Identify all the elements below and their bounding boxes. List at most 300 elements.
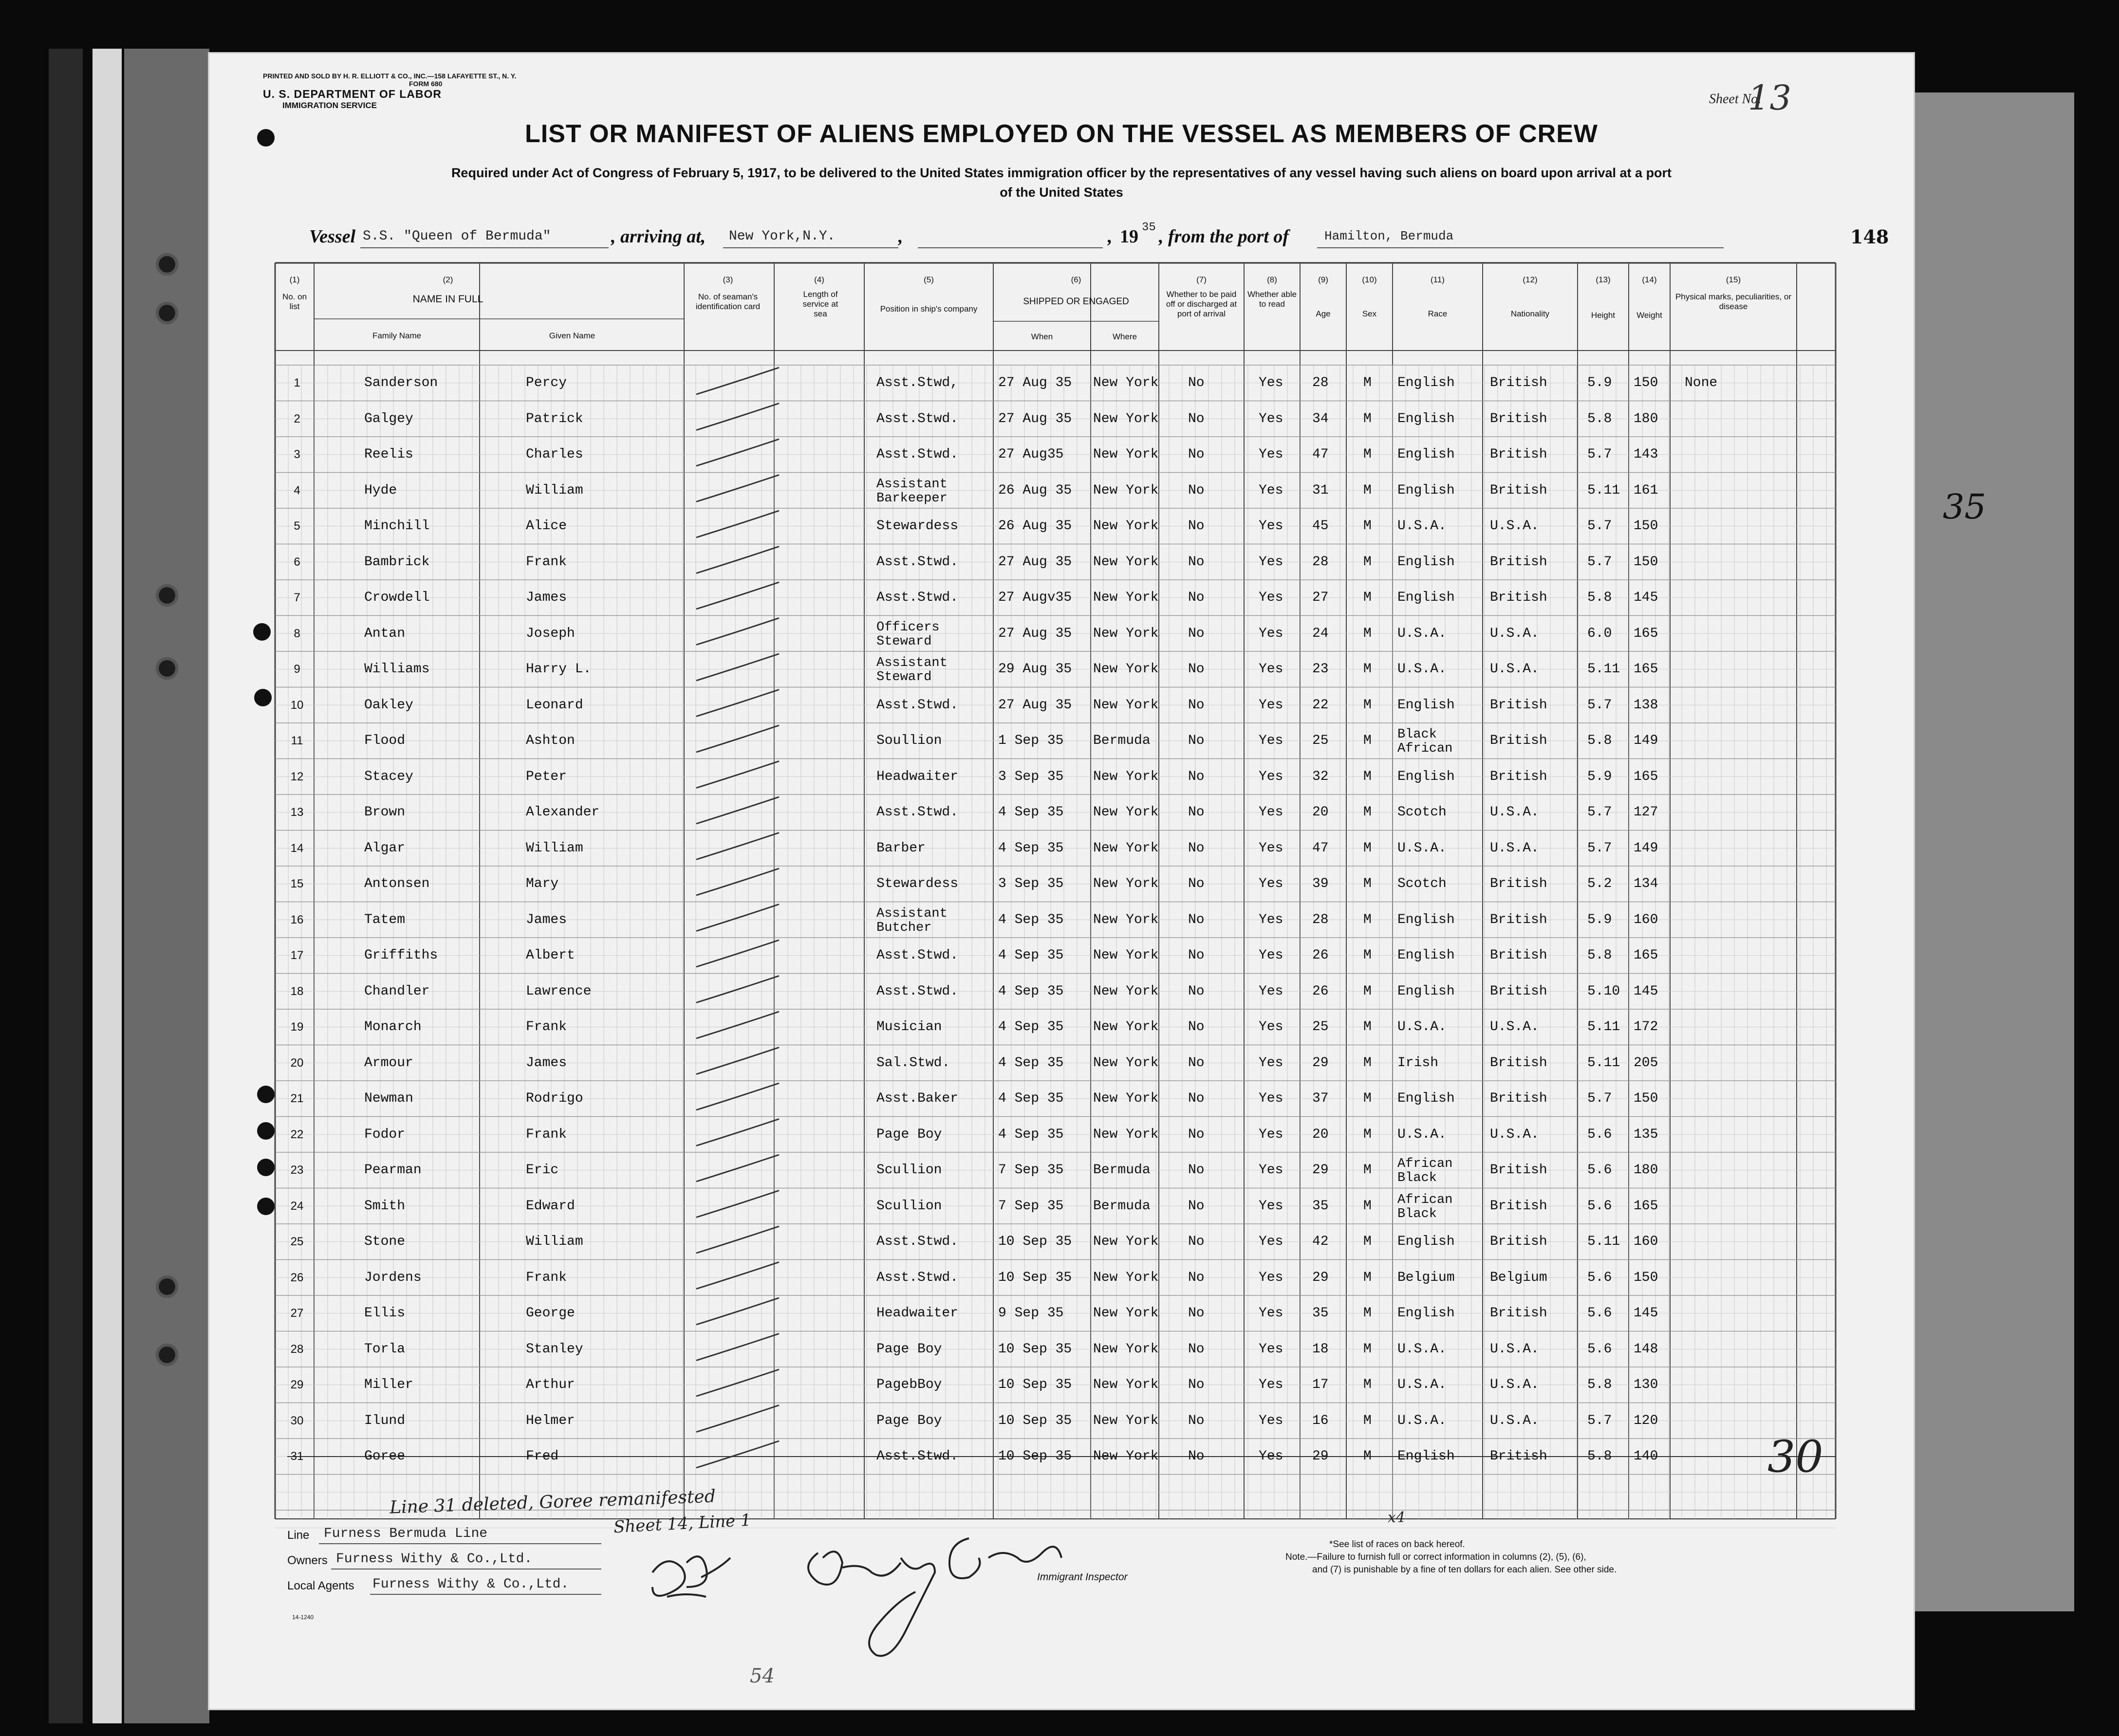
x-note: x4	[1388, 1509, 1406, 1526]
arriving-comma: ,	[898, 226, 903, 247]
sex: M	[1363, 662, 1372, 677]
race: English	[1397, 983, 1455, 999]
row-number: 23	[290, 1163, 304, 1177]
row-number: 13	[290, 806, 304, 819]
weight: 149	[1634, 733, 1658, 748]
position: Asst.Stwd.	[876, 447, 959, 462]
shipped-when: 4 Sep 35	[998, 805, 1064, 820]
shipped-where: New York	[1093, 948, 1159, 963]
row-number: 11	[291, 734, 303, 747]
signature-strokes	[209, 54, 1914, 1709]
age: 47	[1312, 447, 1329, 462]
nationality: U.S.A.	[1490, 1377, 1539, 1392]
position: Asst.Stwd.	[876, 411, 959, 426]
film-edge-left	[49, 49, 83, 1723]
family-name: Pearman	[364, 1163, 422, 1178]
sex: M	[1363, 912, 1372, 927]
shipped-when: 4 Sep 35	[998, 1055, 1064, 1071]
col2-number: (2)	[443, 275, 453, 284]
nationality: British	[1490, 1306, 1547, 1321]
age: 22	[1312, 697, 1329, 713]
race: U.S.A.	[1397, 1341, 1447, 1357]
height: 5.11	[1587, 1234, 1620, 1249]
row-number: 17	[290, 949, 304, 962]
sex: M	[1363, 1377, 1372, 1392]
weight: 148	[1634, 1341, 1658, 1357]
given-name: Arthur	[526, 1377, 575, 1392]
able-to-read: Yes	[1259, 1270, 1283, 1285]
shipped-when: 3 Sep 35	[998, 769, 1064, 784]
shipped-when: 4 Sep 35	[998, 983, 1064, 999]
shipped-when: 3 Sep 35	[998, 876, 1064, 891]
nationality: Belgium	[1490, 1270, 1547, 1285]
family-name: Griffiths	[364, 948, 438, 963]
shipped-where: New York	[1093, 1055, 1159, 1071]
able-to-read: Yes	[1259, 769, 1283, 784]
shipped-where: New York	[1093, 411, 1159, 426]
family-name: Newman	[364, 1091, 413, 1106]
row-number: 31	[290, 1450, 304, 1463]
position: Musician	[876, 1019, 942, 1034]
age: 23	[1312, 662, 1329, 677]
paid-off: No	[1188, 1091, 1205, 1106]
able-to-read: Yes	[1259, 1163, 1283, 1178]
able-to-read: Yes	[1259, 1377, 1283, 1392]
age: 29	[1312, 1449, 1329, 1464]
family-name: Minchill	[364, 518, 430, 534]
paid-off: No	[1188, 1019, 1205, 1034]
shipped-when: 26 Aug 35	[998, 518, 1072, 534]
paid-off: No	[1188, 1234, 1205, 1249]
sex: M	[1363, 1091, 1372, 1106]
paid-off: No	[1188, 1270, 1205, 1285]
sex: M	[1363, 733, 1372, 748]
race: English	[1397, 1449, 1455, 1464]
age: 42	[1312, 1234, 1329, 1249]
requirement-line-1: Required under Act of Congress of February 5, 1917, to be delivered to the United States immigration officer by the representatives of any vessel having such aliens on board upon arrival at a port	[451, 166, 1672, 180]
nationality: U.S.A.	[1490, 662, 1539, 677]
given-name: Charles	[526, 447, 583, 462]
paid-off: No	[1188, 733, 1205, 748]
col2-family-header: Family Name	[372, 331, 422, 340]
age: 28	[1312, 554, 1329, 570]
able-to-read: Yes	[1259, 733, 1283, 748]
col6-number: (6)	[1071, 275, 1081, 284]
binder-hole	[156, 1275, 178, 1298]
total-count: 30	[1767, 1431, 1823, 1482]
owners-label: Owners	[287, 1554, 328, 1567]
row-number: 16	[290, 913, 304, 926]
paid-off: No	[1188, 1413, 1205, 1428]
given-name: Eric	[526, 1163, 559, 1178]
given-name: Helmer	[526, 1413, 575, 1428]
position: Asst.Stwd,	[876, 375, 959, 390]
row-number: 19	[290, 1020, 304, 1034]
nationality: British	[1490, 1163, 1547, 1178]
printer-credit: PRINTED AND SOLD BY H. R. ELLIOTT & CO., INC.—158 LAFAYETTE ST., N. Y.	[263, 72, 517, 80]
binder-hole	[156, 584, 178, 607]
weight: 165	[1634, 769, 1658, 784]
weight: 180	[1634, 1163, 1658, 1178]
sex: M	[1363, 1019, 1372, 1034]
col4-header: Length of service at sea	[802, 290, 838, 318]
shipped-when: 10 Sep 35	[998, 1449, 1072, 1464]
weight: 150	[1634, 554, 1658, 570]
stamp-number: 148	[1850, 226, 1889, 248]
family-name: Armour	[364, 1055, 413, 1071]
row-number: 18	[290, 984, 304, 998]
family-name: Smith	[364, 1198, 406, 1214]
year-suffix: 35	[1142, 221, 1156, 234]
year-prefix: 19	[1120, 226, 1138, 247]
family-name: Ilund	[364, 1413, 406, 1428]
given-name: Fred	[526, 1449, 559, 1464]
weight: 149	[1634, 840, 1658, 856]
shipped-when: 7 Sep 35	[998, 1198, 1064, 1214]
col3-number: (3)	[723, 275, 733, 284]
able-to-read: Yes	[1259, 1341, 1283, 1357]
sex: M	[1363, 1270, 1372, 1285]
race: U.S.A.	[1397, 1127, 1447, 1142]
position: Asst.Stwd.	[876, 697, 959, 713]
col1-header: No. on list	[282, 292, 307, 311]
race: English	[1397, 1234, 1455, 1249]
sex: M	[1363, 554, 1372, 570]
race: English	[1397, 411, 1455, 426]
given-name: Frank	[526, 1127, 567, 1142]
age: 16	[1312, 1413, 1329, 1428]
position: Assistant Barkeeper	[876, 477, 948, 506]
age: 32	[1312, 769, 1329, 784]
col4-number: (4)	[814, 275, 824, 284]
nationality: British	[1490, 375, 1547, 390]
shipped-where: New York	[1093, 1413, 1159, 1428]
paid-off: No	[1188, 1055, 1205, 1071]
able-to-read: Yes	[1259, 1091, 1283, 1106]
col1-number: (1)	[289, 275, 300, 284]
nationality: British	[1490, 912, 1547, 927]
shipped-where: New York	[1093, 518, 1159, 534]
weight: 127	[1634, 805, 1658, 820]
age: 24	[1312, 626, 1329, 641]
shipped-where: New York	[1093, 983, 1159, 999]
sex: M	[1363, 1449, 1372, 1464]
age: 27	[1312, 590, 1329, 605]
weight: 145	[1634, 1306, 1658, 1321]
sex: M	[1363, 1341, 1372, 1357]
row-number: 22	[290, 1127, 304, 1141]
family-name: Monarch	[364, 1019, 422, 1034]
position: Asst.Stwd.	[876, 948, 959, 963]
weight: 140	[1634, 1449, 1658, 1464]
able-to-read: Yes	[1259, 518, 1283, 534]
family-name: Torla	[364, 1341, 406, 1357]
margin-note: 35	[1943, 487, 1987, 527]
sex: M	[1363, 769, 1372, 784]
race: U.S.A.	[1397, 1019, 1447, 1034]
shipped-when: 10 Sep 35	[998, 1413, 1072, 1428]
race: Black African	[1397, 727, 1453, 756]
height: 5.11	[1587, 1055, 1620, 1071]
age: 39	[1312, 876, 1329, 891]
sex: M	[1363, 518, 1372, 534]
given-name: Percy	[526, 375, 567, 390]
paid-off: No	[1188, 590, 1205, 605]
sex: M	[1363, 482, 1372, 498]
paid-off: No	[1188, 983, 1205, 999]
family-name: Oakley	[364, 697, 413, 713]
shipped-when: 27 Augv35	[998, 590, 1072, 605]
family-name: Antonsen	[364, 876, 430, 891]
shipped-where: New York	[1093, 1341, 1159, 1357]
height: 5.6	[1587, 1163, 1612, 1178]
given-name: Lawrence	[526, 983, 592, 999]
age: 25	[1312, 1019, 1329, 1034]
nationality: U.S.A.	[1490, 518, 1539, 534]
height: 5.6	[1587, 1341, 1612, 1357]
shipped-where: New York	[1093, 662, 1159, 677]
able-to-read: Yes	[1259, 876, 1283, 891]
able-to-read: Yes	[1259, 626, 1283, 641]
form-number: FORM 680	[409, 80, 443, 88]
col13-number: (13)	[1596, 275, 1611, 284]
row-number: 30	[290, 1414, 304, 1427]
able-to-read: Yes	[1259, 1055, 1283, 1071]
sex: M	[1363, 697, 1372, 713]
weight: 165	[1634, 948, 1658, 963]
shipped-when: 27 Aug 35	[998, 554, 1072, 570]
row-number: 1	[294, 376, 300, 389]
height: 5.6	[1587, 1127, 1612, 1142]
height: 5.9	[1587, 769, 1612, 784]
bottom-note: 54	[750, 1665, 775, 1687]
able-to-read: Yes	[1259, 1198, 1283, 1214]
given-name: Edward	[526, 1198, 575, 1214]
deletion-note: Line 31 deleted, Goree remanifested	[389, 1486, 716, 1518]
row-number: 27	[290, 1307, 304, 1320]
paid-off: No	[1188, 769, 1205, 784]
nationality: U.S.A.	[1490, 805, 1539, 820]
family-name: Sanderson	[364, 375, 438, 390]
shipped-when: 10 Sep 35	[998, 1341, 1072, 1357]
paid-off: No	[1188, 948, 1205, 963]
age: 17	[1312, 1377, 1329, 1392]
weight: 161	[1634, 482, 1658, 498]
family-name: Williams	[364, 662, 430, 677]
col2-given-header: Given Name	[549, 331, 595, 340]
height: 5.7	[1587, 697, 1612, 713]
family-name: Antan	[364, 626, 406, 641]
age: 28	[1312, 375, 1329, 390]
family-name: Reelis	[364, 447, 413, 462]
shipped-when: 4 Sep 35	[998, 1019, 1064, 1034]
paid-off: No	[1188, 626, 1205, 641]
backing-strip	[1914, 92, 2074, 1611]
paid-off: No	[1188, 805, 1205, 820]
height: 5.9	[1587, 912, 1612, 927]
col9-number: (9)	[1318, 275, 1328, 284]
given-name: Rodrigo	[526, 1091, 583, 1106]
line-value: Furness Bermuda Line	[324, 1526, 488, 1541]
position: Scullion	[876, 1163, 942, 1178]
position: Stewardess	[876, 518, 959, 534]
col10-header: Sex	[1362, 309, 1377, 318]
weight: 150	[1634, 375, 1658, 390]
arriving-port: New York,N.Y.	[729, 229, 836, 244]
family-name: Bambrick	[364, 554, 430, 570]
paid-off: No	[1188, 1163, 1205, 1178]
agents-label: Local Agents	[287, 1579, 354, 1592]
sex: M	[1363, 805, 1372, 820]
film-edge-light	[93, 49, 122, 1723]
age: 28	[1312, 912, 1329, 927]
col8-number: (8)	[1267, 275, 1277, 284]
position: Page Boy	[876, 1413, 942, 1428]
able-to-read: Yes	[1259, 840, 1283, 856]
paid-off: No	[1188, 1306, 1205, 1321]
able-to-read: Yes	[1259, 983, 1283, 999]
col6-when-header: When	[1031, 332, 1053, 341]
age: 25	[1312, 733, 1329, 748]
nationality: British	[1490, 411, 1547, 426]
able-to-read: Yes	[1259, 805, 1283, 820]
weight: 134	[1634, 876, 1658, 891]
age: 35	[1312, 1306, 1329, 1321]
sex: M	[1363, 447, 1372, 462]
shipped-where: New York	[1093, 769, 1159, 784]
shipped-when: 27 Aug 35	[998, 411, 1072, 426]
department-name: U. S. DEPARTMENT OF LABOR	[263, 88, 442, 100]
family-name: Hyde	[364, 482, 397, 498]
shipped-where: New York	[1093, 1127, 1159, 1142]
shipped-when: 10 Sep 35	[998, 1270, 1072, 1285]
weight: 120	[1634, 1413, 1658, 1428]
col6-where-header: Where	[1112, 332, 1137, 341]
race: African Black	[1397, 1192, 1453, 1221]
sex: M	[1363, 590, 1372, 605]
race: English	[1397, 590, 1455, 605]
position: Scullion	[876, 1198, 942, 1214]
able-to-read: Yes	[1259, 411, 1283, 426]
paid-off: No	[1188, 482, 1205, 498]
nationality: British	[1490, 697, 1547, 713]
race: Belgium	[1397, 1270, 1455, 1285]
race: English	[1397, 1306, 1455, 1321]
height: 5.11	[1587, 662, 1620, 677]
row-number: 12	[290, 770, 304, 783]
position: Soullion	[876, 733, 942, 748]
sex: M	[1363, 375, 1372, 390]
paid-off: No	[1188, 840, 1205, 856]
agents-value: Furness Withy & Co.,Ltd.	[372, 1577, 569, 1592]
paid-off: No	[1188, 1198, 1205, 1214]
age: 37	[1312, 1091, 1329, 1106]
race: African Black	[1397, 1157, 1453, 1185]
inspector-label: Immigrant Inspector	[1037, 1571, 1128, 1583]
height: 5.7	[1587, 1413, 1612, 1428]
able-to-read: Yes	[1259, 590, 1283, 605]
shipped-when: 4 Sep 35	[998, 948, 1064, 963]
sex: M	[1363, 840, 1372, 856]
given-name: Frank	[526, 554, 567, 570]
given-name: Frank	[526, 1270, 567, 1285]
able-to-read: Yes	[1259, 554, 1283, 570]
shipped-where: New York	[1093, 1091, 1159, 1106]
age: 26	[1312, 983, 1329, 999]
position: Asst.Stwd.	[876, 590, 959, 605]
shipped-where: New York	[1093, 1306, 1159, 1321]
shipped-where: New York	[1093, 1270, 1159, 1285]
race: U.S.A.	[1397, 626, 1447, 641]
row-number: 26	[290, 1271, 304, 1284]
position: Asst.Stwd.	[876, 1234, 959, 1249]
weight: 180	[1634, 411, 1658, 426]
paid-off: No	[1188, 1127, 1205, 1142]
height: 5.6	[1587, 1270, 1612, 1285]
weight: 143	[1634, 447, 1658, 462]
row-number: 28	[290, 1342, 304, 1356]
position: Asst.Stwd.	[876, 1270, 959, 1285]
sex: M	[1363, 1163, 1372, 1178]
col3-header: No. of seaman's identification card	[695, 292, 761, 311]
nationality: British	[1490, 1234, 1547, 1249]
race: U.S.A.	[1397, 840, 1447, 856]
shipped-when: 29 Aug 35	[998, 662, 1072, 677]
position: Headwaiter	[876, 1306, 959, 1321]
race: Irish	[1397, 1055, 1439, 1071]
race: Scotch	[1397, 805, 1447, 820]
shipped-when: 26 Aug 35	[998, 482, 1072, 498]
given-name: Alice	[526, 518, 567, 534]
age: 18	[1312, 1341, 1329, 1357]
shipped-when: 10 Sep 35	[998, 1377, 1072, 1392]
paid-off: No	[1188, 1377, 1205, 1392]
weight: 172	[1634, 1019, 1658, 1034]
agent-signature	[652, 1556, 730, 1597]
shipped-when: 4 Sep 35	[998, 912, 1064, 927]
nationality: British	[1490, 1055, 1547, 1071]
height: 5.8	[1587, 1449, 1612, 1464]
row-number: 10	[290, 698, 304, 712]
sex: M	[1363, 983, 1372, 999]
race: English	[1397, 697, 1455, 713]
shipped-when: 27 Aug 35	[998, 626, 1072, 641]
shipped-where: New York	[1093, 1019, 1159, 1034]
paid-off: No	[1188, 1449, 1205, 1464]
binder-hole	[156, 253, 178, 276]
height: 5.11	[1587, 482, 1620, 498]
given-name: Peter	[526, 769, 567, 784]
col5-number: (5)	[924, 275, 934, 284]
shipped-where: New York	[1093, 805, 1159, 820]
weight: 130	[1634, 1377, 1658, 1392]
binder-hole	[156, 302, 178, 324]
paid-off: No	[1188, 411, 1205, 426]
col15-header: Physical marks, peculiarities, or disease	[1675, 292, 1792, 311]
binder-hole	[156, 657, 178, 680]
position: Officers Steward	[876, 620, 940, 649]
age: 20	[1312, 805, 1329, 820]
height: 5.8	[1587, 411, 1612, 426]
given-name: Harry L.	[526, 662, 592, 677]
family-name: Miller	[364, 1377, 413, 1392]
given-name: James	[526, 912, 567, 927]
sex: M	[1363, 1127, 1372, 1142]
paid-off: No	[1188, 375, 1205, 390]
age: 29	[1312, 1163, 1329, 1178]
race: Scotch	[1397, 876, 1447, 891]
paid-off: No	[1188, 912, 1205, 927]
